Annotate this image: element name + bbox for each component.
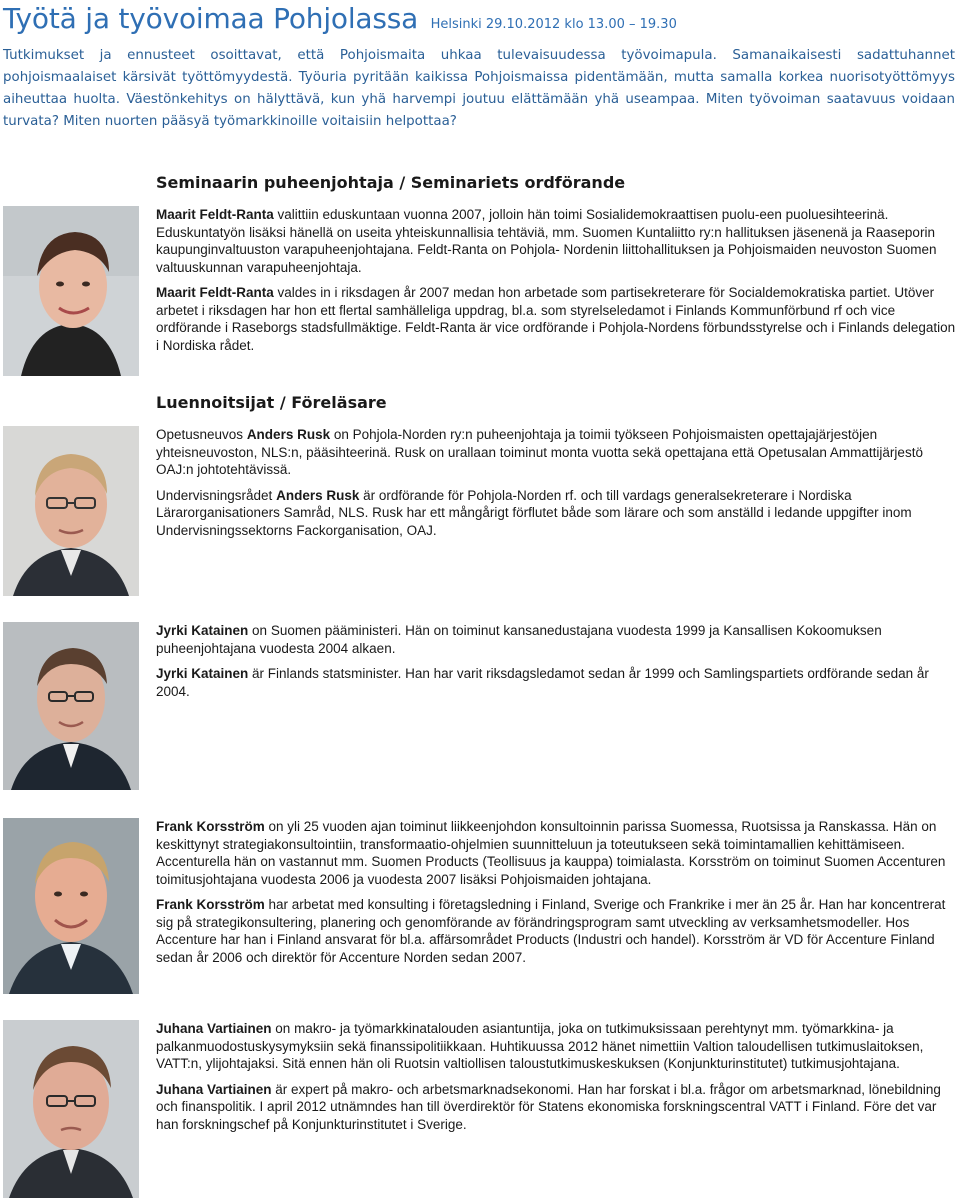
bio-paragraph-sv: Frank Korsström har arbetat med konsulting i företagsledning i Finland, Sverige och Frankrike i mer än 25 år. Han har koncentrerat sig på strategikonsultering, planering och genomförande av förändringsprogram samt utveckling av verksamhetsmodeller. Hos Accenture har han i Finland ansvarat för bl.a. affärsområdet Products (Industri och handel). Korsström är VD för Accenture Finland sedan år 2006 och direktör för Accenture Norden sedan 2007. xyxy=(156,897,946,965)
bio-paragraph-sv: Undervisningsrådet Anders Rusk är ordförande för Pohjola-Norden rf. och till vardags generalsekreterare i Nordiska Lärarorganisationers Samråd, NLS. Rusk har ett mångårigt förflutet både som lärare och som anställd i ledande uppgifter inom Undervisningssektorns Fackorganisation, OAJ. xyxy=(156,487,912,538)
bio-paragraph-fi: Juhana Vartiainen on makro- ja työmarkkinatalouden asiantuntija, joka on tutkimuksissaan perehtynyt mm. työmarkkina- ja palkanmuodostuskysymyksiin sekä finanssipolitiikkaan. Huhtikuussa 2012 hänet nimettiin Valtion taloudellisen tutkimuslaitoksen, VATT:n, ylijohtajaksi. Sitä ennen hän oli Ruotsin valtiollisen taloustutkimuskeskuksen (Konjunkturinstitutet) tutkimusjohtajana. xyxy=(156,1021,924,1071)
bio-feldt-ranta xyxy=(156,206,956,362)
page-header xyxy=(3,2,677,35)
chair-heading: Seminaarin puheenjohtaja / Seminariets ordförande xyxy=(156,173,626,192)
person-name: Frank Korsström xyxy=(156,897,265,912)
photo-rusk xyxy=(3,426,139,596)
person-name: Juhana Vartiainen xyxy=(156,1021,272,1036)
bio-rusk xyxy=(156,426,956,547)
bio-paragraph-fi: Opetusneuvos Anders Rusk on Pohjola-Norden ry:n puheenjohtaja ja toimii työkseen Pohjoismaisten opettajajärjestöjen yhteisneuvoston, NLS:n, pääsihteerinä. Rusk on urallaan toiminut monta vuotta sekä opettajana että Opetusalan Ammattijärjestö OAJ:n johtotehtävissä. xyxy=(156,427,923,477)
photo-korsstrom xyxy=(3,818,139,994)
bio-vartiainen xyxy=(156,1020,956,1141)
photo-feldt-ranta xyxy=(3,206,139,376)
person-name: Anders Rusk xyxy=(246,427,331,442)
page-title: Työtä ja työvoimaa Pohjolassa xyxy=(3,2,419,35)
bio-paragraph-sv: Juhana Vartiainen är expert på makro- och arbetsmarknadsekonomi. Han har forskat i bl.a. frågor om arbetsmarknad, lönebildning och finanspolitik. I april 2012 utnämndes han till överdirektör för Statens ekonomiska forskningscentral VATT i Finland. Före det var han forskningschef på Konjunkturinstitutet i Sverige. xyxy=(156,1081,941,1132)
person-name: Maarit Feldt-Ranta xyxy=(156,207,274,222)
person-name: Frank Korsström xyxy=(156,819,265,834)
person-name: Jyrki Katainen xyxy=(156,666,249,681)
event-date: Helsinki 29.10.2012 klo 13.00 – 19.30 xyxy=(430,17,677,32)
person-name: Anders Rusk xyxy=(276,487,360,503)
bio-paragraph-fi: Frank Korsström on yli 25 vuoden ajan toiminut liikkeenjohdon konsultoinnin parissa Suomessa, Ruotsissa ja Ranskassa. Hän on keskittynyt strategiakonsultointiin, transformaatio-ohjelmien suunnitteluun ja toteutukseen sekä toimintamallien kehittämiseen. Accenturella hän on vastannut mm. Suomen Products (Teollisuus ja kauppa) toimialasta. Korsström on toiminut Suomen Accenturen toimitusjohtajana vuodesta 2006 ja vuodesta 2007 lisäksi Pohjoismaiden johtajana. xyxy=(156,819,946,887)
bio-paragraph-fi: Jyrki Katainen on Suomen pääministeri. Hän on toiminut kansanedustajana vuodesta 1999 ja Kansallisen Kokoomuksen puheenjohtajana vuodesta 2004 alkaen. xyxy=(156,623,882,656)
intro-paragraph: Tutkimukset ja ennusteet osoittavat, että Pohjoismaita uhkaa tulevaisuudessa työvoimapula. Samanaikaisesti sadattuhannet pohjoismaalaiset kärsivät työttömyydestä. Työuria pyritään kaikissa Pohjoismaissa pidentämään, mutta samalla korkea nuorisotyöttömyys aiheuttaa huolta. Väestönkehitys on hälyttävä, kun yhä harvempi joutuu elättämään yhä useampaa. Miten työvoiman saatavuus voidaan turvata? Miten nuorten pääsyä työmarkkinoille voitaisiin helpottaa? xyxy=(3,48,955,129)
speakers-heading: Luennoitsijat / Föreläsare xyxy=(156,393,387,412)
photo-katainen xyxy=(3,622,139,790)
bio-paragraph-sv: Jyrki Katainen är Finlands statsminister. Han har varit riksdagsledamot sedan år 1999 och Samlingspartiets ordförande sedan år 2004. xyxy=(156,666,929,699)
photo-vartiainen xyxy=(3,1020,139,1198)
bio-katainen xyxy=(156,622,956,708)
person-name: Juhana Vartiainen xyxy=(156,1081,272,1097)
bio-paragraph-fi: Maarit Feldt-Ranta valittiin eduskuntaan vuonna 2007, jolloin hän toimi Sosialidemokraattisen puolu-een puoluesihteerinä. Eduskuntatyön lisäksi hänellä on useita yhteiskunnallisia tehtäviä, mm. Suomen Kuntaliitto ry:n hallituksen jäsenenä ja Raaseporin kaupunginvaltuuston varapuheenjohtajana. Feldt-Ranta on Pohjola- Nordenin liittohallituksen ja Pohjoismaiden neuvoston Suomen valtuuskunnan varapuheenjohtaja. xyxy=(156,207,937,275)
bio-korsstrom xyxy=(156,818,956,974)
person-name: Jyrki Katainen xyxy=(156,623,249,638)
bio-paragraph-sv: Maarit Feldt-Ranta valdes in i riksdagen år 2007 medan hon arbetade som partisekreterare för Socialdemokratiska partiet. Utöver arbetet i riksdagen har hon ett flertal samhälleliga uppdrag, bl.a. som styrelseledamot i Finlands Kommunförbund rf och vice ordförande i Raseborgs stadsfullmäktige. Feldt-Ranta är vice ordförande i Pohjola-Nordens förbundsstyrelse och i Finlands delegation i Nordiska rådet. xyxy=(156,285,956,353)
person-name: Maarit Feldt-Ranta xyxy=(156,285,274,300)
